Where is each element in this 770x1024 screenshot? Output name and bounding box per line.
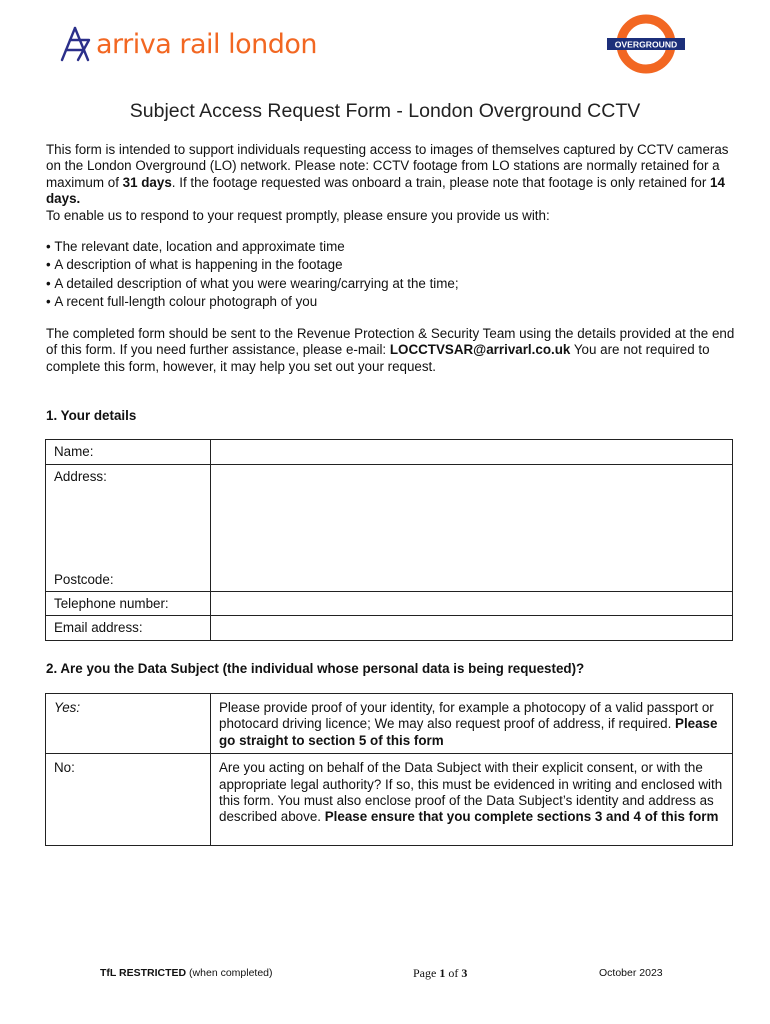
section2-heading: 2. Are you the Data Subject (the individual whose personal data is being requested)? <box>46 661 585 676</box>
telephone-input[interactable] <box>211 592 733 616</box>
address-label: Address: <box>54 469 107 484</box>
arriva-logo <box>58 24 317 64</box>
list-item: • A recent full-length colour photograph of you <box>46 293 459 311</box>
email-input[interactable] <box>211 616 733 641</box>
postcode-label: Postcode: <box>54 571 114 587</box>
roundel-label: OVERGROUND <box>614 39 678 50</box>
arriva-person-icon <box>58 26 92 62</box>
name-label: Name: <box>46 440 211 465</box>
no-option[interactable]: No: <box>46 754 211 846</box>
intro-request-line: To enable us to respond to your request promptly, please ensure you provide us with: <box>46 207 550 223</box>
list-item: • A detailed description of what you were wearing/carrying at the time; <box>46 275 459 293</box>
logo-text: arriva rail london <box>96 28 318 60</box>
intro-paragraph: This form is intended to support individuals requesting access to images of themselves captured by CCTV cameras on the London Overground (LO) network. Please note: CCTV footage from LO stations are normally retained for a maximum of 31 days. If the footage requested was onboard a train, please note that footage is only retained for 14 days. To enable us to respond to your request promptly, please ensure you provide us with: <box>46 142 729 223</box>
overground-roundel-icon <box>605 12 687 76</box>
yes-option[interactable]: Yes: <box>46 694 211 754</box>
submission-paragraph: The completed form should be sent to the Revenue Protection & Security Team using the details provided at the end of this form. If you need further assistance, please e-mail: LOCCTVSAR@arrivarl.co.uk You are not required to complete this form, however, it may help you set out your request. <box>46 326 735 374</box>
data-subject-table <box>45 693 733 846</box>
address-label-cell <box>46 465 211 592</box>
no-description: Are you acting on behalf of the Data Subject with their explicit consent, or with the appropriate legal authority? If so, this must be evidenced in writing and enclosed with this form. You must also enclose proof of the Data Subject’s identity and address as described above. Please ensure that you complete sections 3 and 4 of this form <box>211 754 733 846</box>
footer-classification: TfL RESTRICTED (when completed) <box>100 967 273 979</box>
yes-description: Please provide proof of your identity, for example a photocopy of a valid passport or photocard driving licence; We may also request proof of address, if required. Please go straight to section 5 of this form <box>211 694 733 754</box>
telephone-label: Telephone number: <box>46 592 211 616</box>
section1-heading: 1. Your details <box>46 408 137 423</box>
email-label: Email address: <box>46 616 211 641</box>
contact-email-link[interactable]: LOCCTVSAR@arrivarl.co.uk <box>389 342 571 358</box>
address-input[interactable] <box>211 465 733 592</box>
list-item: • A description of what is happening in the footage <box>46 256 459 274</box>
footer-date: October 2023 <box>599 967 663 979</box>
your-details-table <box>45 439 733 641</box>
footer-page-number: Page 1 of 3 <box>413 966 468 980</box>
list-item: • The relevant date, location and approximate time <box>46 238 459 256</box>
requirements-list <box>46 238 459 311</box>
page-title: Subject Access Request Form - London Overground CCTV <box>129 100 641 122</box>
name-input[interactable] <box>211 440 733 465</box>
